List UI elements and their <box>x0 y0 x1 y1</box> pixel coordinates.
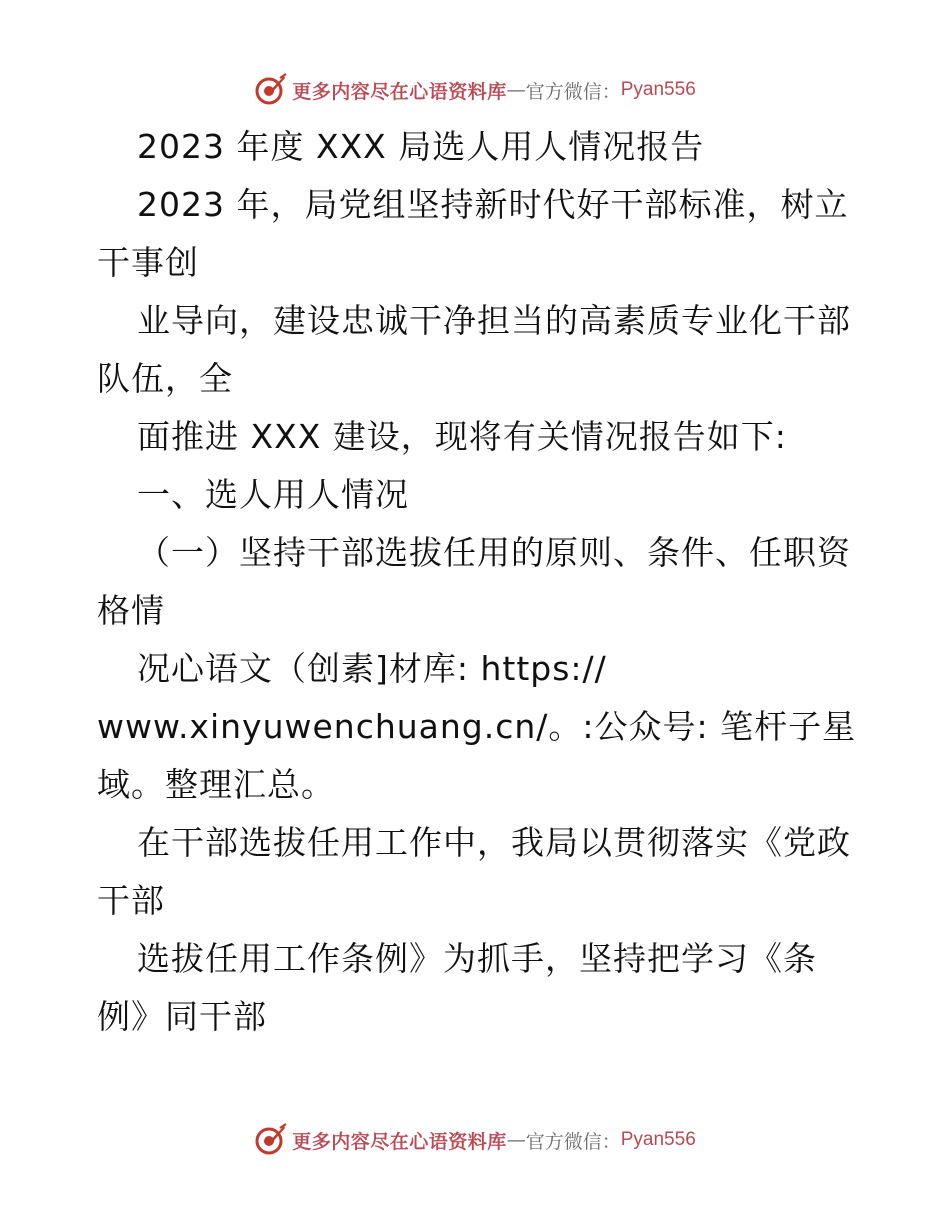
paragraph-line: 干部 <box>97 881 165 920</box>
paragraph-line: 2023 年，局党组坚持新时代好干部标准，树立 <box>137 185 849 224</box>
paragraph-line: 域。整理汇总。 <box>97 765 335 804</box>
paragraph-line: 队伍，全 <box>97 359 233 398</box>
footer-banner <box>0 1120 950 1160</box>
paragraph-line: 业导向，建设忠诚干净担当的高素质专业化干部 <box>137 301 851 340</box>
subsection-heading: （一）坚持干部选拔任用的原则、条件、任职资 <box>137 533 851 572</box>
document-title: 2023 年度 XXX 局选人用人情况报告 <box>137 127 705 166</box>
banner-main-text: 更多内容尽在心语资料库 <box>292 1130 507 1153</box>
banner-sub-text: 官方微信： <box>525 1130 621 1153</box>
banner-wechat-id: Pyan556 <box>620 79 696 100</box>
banner-dash: — <box>506 1129 526 1151</box>
paragraph-line: 选拔任用工作条例》为抓手，坚持把学习《条 <box>137 939 817 978</box>
paragraph-line: 况心语文（创素]材库: https:// <box>137 649 607 688</box>
paragraph-line: 在干部选拔任用工作中，我局以贯彻落实《党政 <box>137 823 851 862</box>
paragraph-line: 面推进 XXX 建设，现将有关情况报告如下: <box>137 417 787 456</box>
banner-main-text: 更多内容尽在心语资料库 <box>292 80 507 103</box>
paragraph-line: 例》同干部 <box>97 997 267 1036</box>
header-banner <box>0 70 950 110</box>
quill-logo-icon <box>254 73 288 107</box>
paragraph-line-url: www.xinyuwenchuang.cn/。:公众号: 笔杆子星 <box>97 707 857 746</box>
quill-logo-icon <box>254 1123 288 1157</box>
document-body <box>97 118 867 1046</box>
banner-sub-text: 官方微信： <box>525 80 621 103</box>
subsection-heading-cont: 格情 <box>97 591 165 630</box>
banner-wechat-id: Pyan556 <box>620 1129 696 1150</box>
section-heading: 一、选人用人情况 <box>137 475 409 514</box>
paragraph-line: 干事创 <box>97 243 199 282</box>
banner-dash: — <box>506 79 526 101</box>
